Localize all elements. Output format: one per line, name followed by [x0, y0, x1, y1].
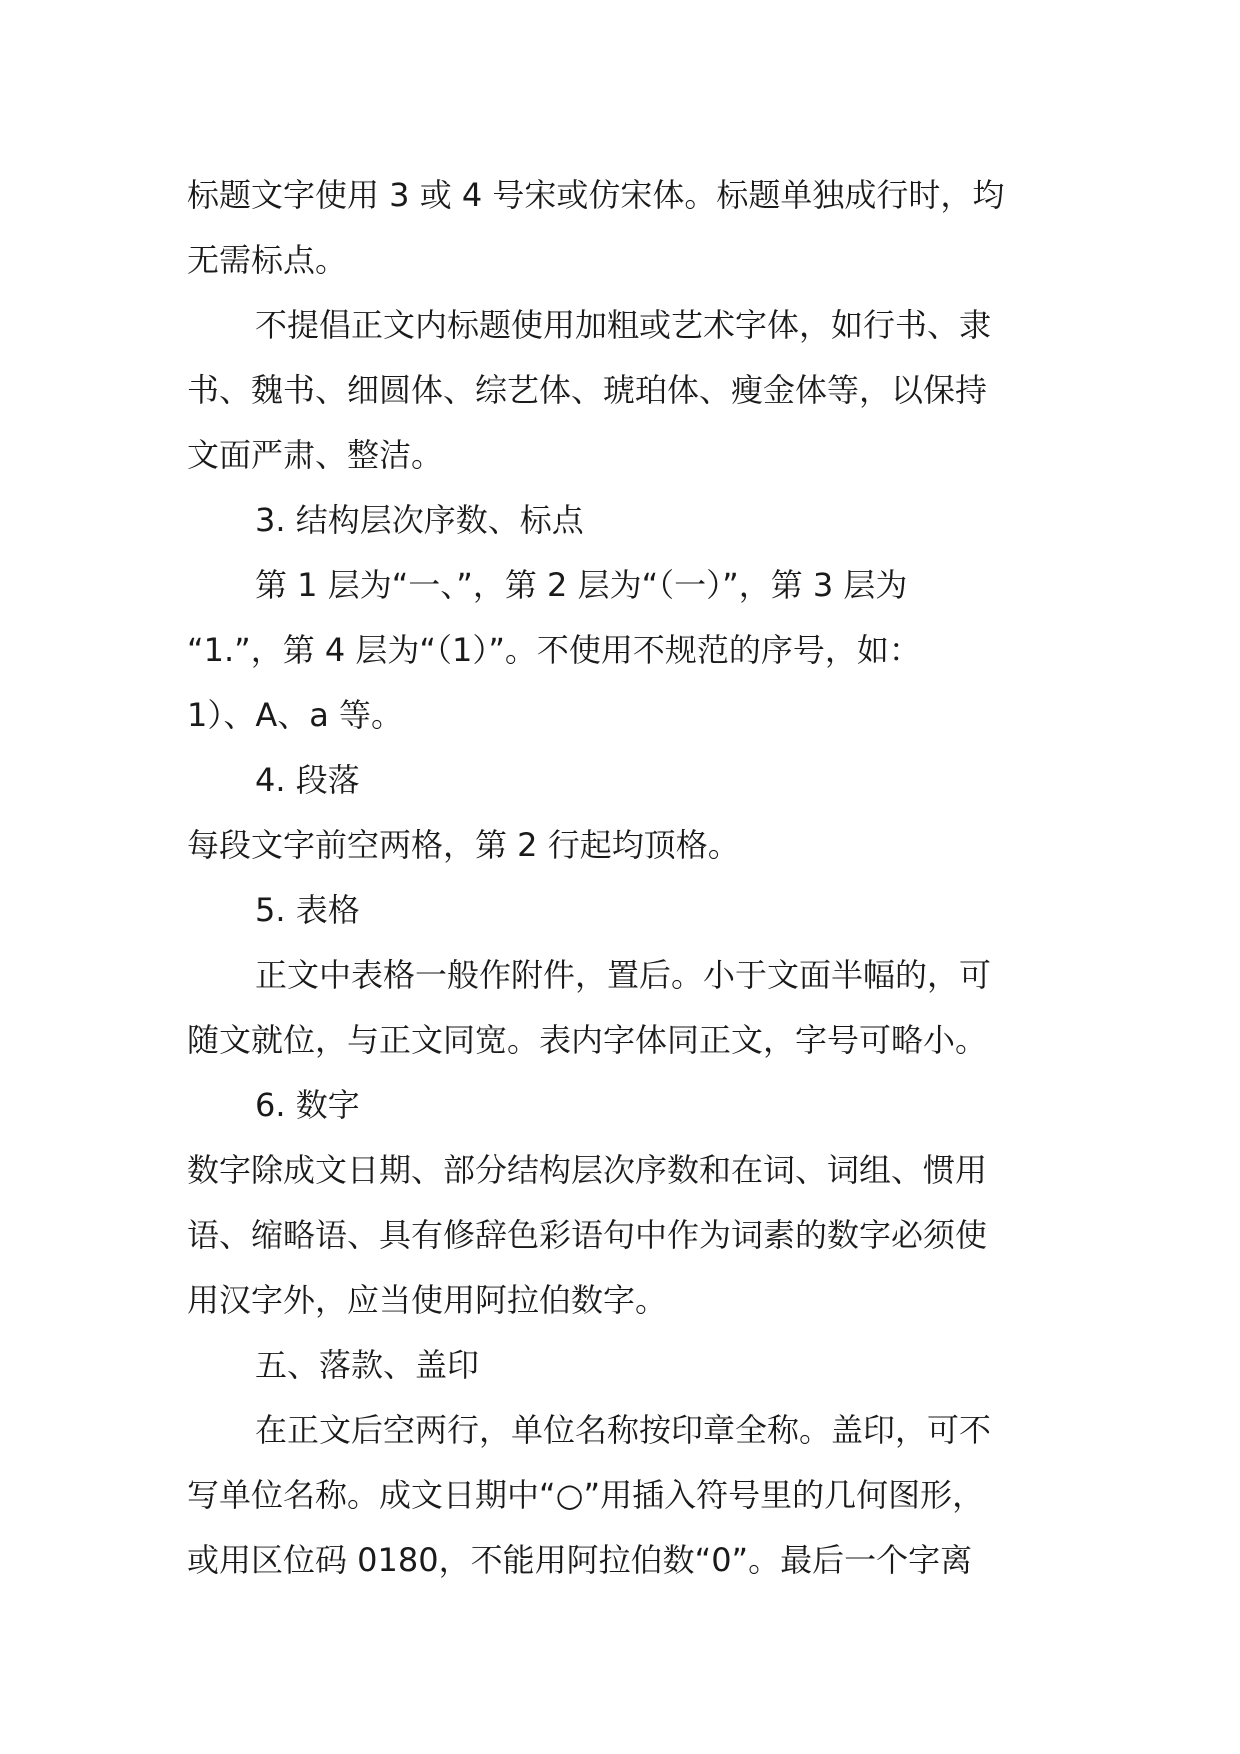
paragraph-line: 语、缩略语、具有修辞色彩语句中作为词素的数字必须使	[187, 1216, 988, 1254]
section-heading: 五、落款、盖印	[255, 1346, 480, 1384]
paragraph-line: 在正文后空两行，单位名称按印章全称。盖印，可不	[255, 1411, 992, 1449]
paragraph-line: 数字除成文日期、部分结构层次序数和在词、词组、惯用	[187, 1151, 988, 1189]
section-heading: 5. 表格	[255, 891, 360, 929]
section-heading: 6. 数字	[255, 1086, 360, 1124]
paragraph-line: 每段文字前空两格，第 2 行起均顶格。	[187, 826, 740, 864]
paragraph-line: 书、魏书、细圆体、综艺体、琥珀体、瘦金体等，以保持	[187, 371, 988, 409]
paragraph-line: “1.”，第 4 层为“（1）”。不使用不规范的序号，如：	[187, 631, 921, 669]
paragraph-line: 第 1 层为“一、”，第 2 层为“（一）”，第 3 层为	[255, 566, 908, 604]
paragraph-line: 不提倡正文内标题使用加粗或艺术字体，如行书、隶	[255, 306, 992, 344]
paragraph-line: 1）、A、a 等。	[187, 696, 404, 734]
section-heading: 4. 段落	[255, 761, 360, 799]
paragraph-line: 写单位名称。成文日期中“○”用插入符号里的几何图形，	[187, 1476, 985, 1514]
document-body	[187, 163, 1037, 1593]
paragraph-line: 文面严肃、整洁。	[187, 436, 444, 474]
paragraph-line: 标题文字使用 3 或 4 号宋或仿宋体。标题单独成行时，均	[187, 176, 1005, 214]
paragraph-line: 用汉字外，应当使用阿拉伯数字。	[187, 1281, 668, 1319]
section-heading: 3. 结构层次序数、标点	[255, 501, 584, 539]
paragraph-line: 或用区位码 0180，不能用阿拉伯数“0”。最后一个字离	[187, 1541, 973, 1579]
paragraph-line: 随文就位，与正文同宽。表内字体同正文，字号可略小。	[187, 1021, 988, 1059]
paragraph-line: 正文中表格一般作附件，置后。小于文面半幅的，可	[255, 956, 992, 994]
paragraph-line: 无需标点。	[187, 241, 348, 279]
